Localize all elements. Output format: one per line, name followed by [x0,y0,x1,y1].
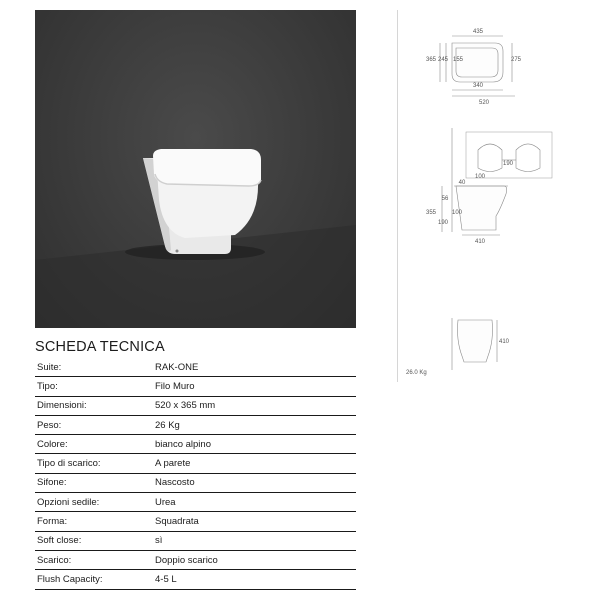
dim-side-100b: 100 [474,174,486,180]
dim-top-275: 275 [510,57,522,63]
spec-title: SCHEDA TECNICA [35,339,165,355]
spec-key: Dimensioni: [35,396,153,415]
spec-key: Soft close: [35,531,153,550]
spec-value: 520 x 365 mm [153,396,356,415]
dim-side-100a: 100 [451,210,463,216]
front-view-drawing [452,318,497,370]
toilet-image [35,10,356,328]
vertical-divider [397,10,398,382]
technical-drawings-svg [400,10,590,385]
spec-row-tipo [35,377,356,396]
spec-key: Peso: [35,415,153,434]
dim-side-40: 40 [458,180,466,186]
spec-row-flush-capacity [35,570,356,589]
dim-front-410: 410 [498,339,510,345]
dim-side-355: 355 [425,210,437,216]
spec-key: Scarico: [35,550,153,569]
spec-key: Flush Capacity: [35,570,153,589]
dim-top-245: 245 [437,57,449,63]
spec-row-opzioni-sedile [35,493,356,512]
dim-side-56: 56 [441,196,449,202]
spec-value: 26 Kg [153,415,356,434]
spec-key: Forma: [35,512,153,531]
spec-key: Colore: [35,435,153,454]
spec-table [35,358,356,590]
dim-side-190b: 190 [502,161,514,167]
spec-row-forma [35,512,356,531]
spec-value: Squadrata [153,512,356,531]
spec-key: Tipo: [35,377,153,396]
spec-key: Tipo di scarico: [35,454,153,473]
dim-top-520: 520 [478,100,490,106]
spec-value: Nascosto [153,473,356,492]
spec-value: Doppio scarico [153,550,356,569]
spec-row-soft-close [35,531,356,550]
spec-key: Opzioni sedile: [35,493,153,512]
dim-side-410: 410 [474,239,486,245]
spec-row-tipo-scarico [35,454,356,473]
spec-row-suite [35,358,356,377]
spec-value: 4-5 L [153,570,356,589]
spec-row-scarico [35,550,356,569]
spec-row-dimensioni [35,396,356,415]
dim-top-365: 365 [425,57,437,63]
spec-key: Suite: [35,358,153,377]
spec-row-peso [35,415,356,434]
spec-value: A parete [153,454,356,473]
spec-value: bianco alpino [153,435,356,454]
spec-value: Urea [153,493,356,512]
dim-top-155: 155 [452,57,464,63]
dim-side-190a: 190 [437,220,449,226]
spec-key: Sifone: [35,473,153,492]
spec-row-colore [35,435,356,454]
dim-top-435: 435 [472,29,484,35]
spec-value: sì [153,531,356,550]
weight-note: 26.0 Kg [406,370,427,376]
dim-top-340: 340 [472,83,484,89]
product-photo [35,10,356,328]
spec-row-sifone [35,473,356,492]
technical-drawings [400,10,590,385]
spec-value: RAK-ONE [153,358,356,377]
spec-value: Filo Muro [153,377,356,396]
